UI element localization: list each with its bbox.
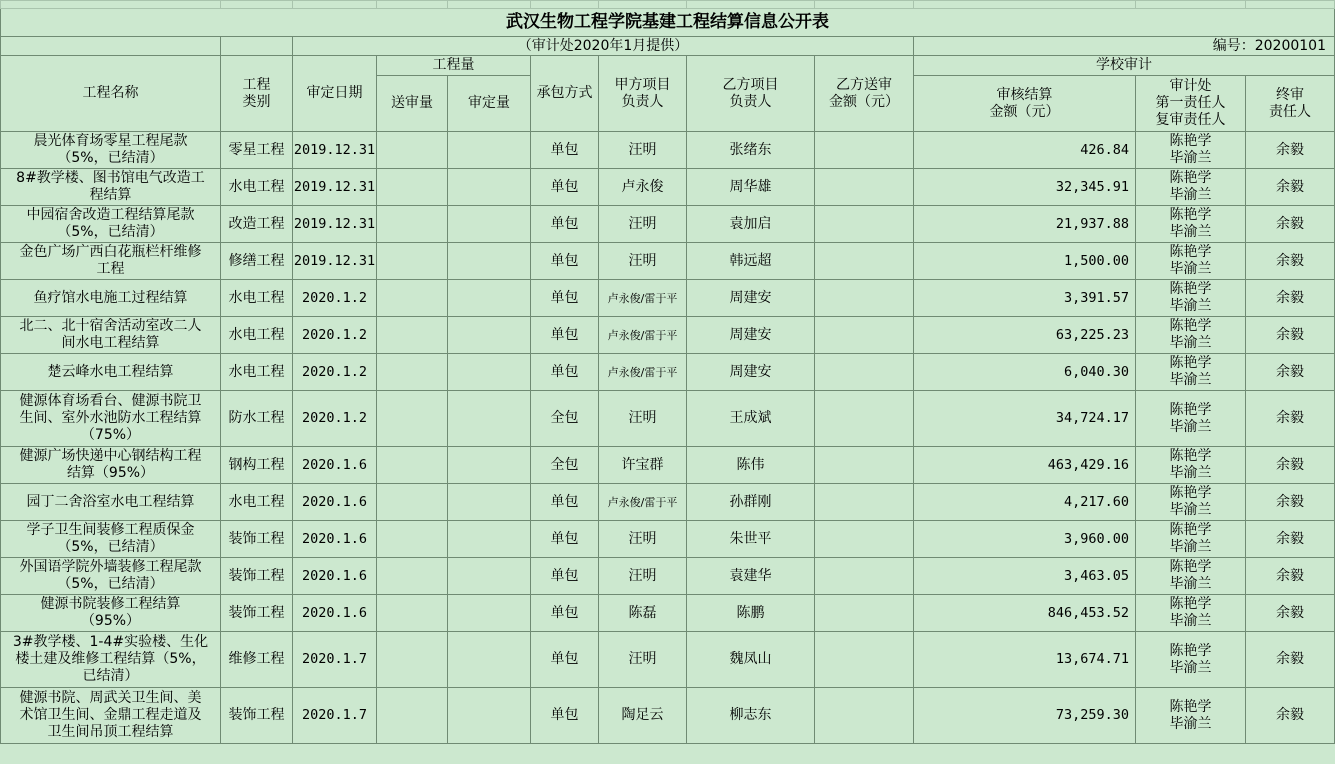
row-audit-amount[interactable]: 73,259.30 <box>914 688 1136 744</box>
row-audit-amount[interactable]: 34,724.17 <box>914 391 1136 447</box>
row-party-b-amount[interactable] <box>815 317 914 354</box>
row-contract[interactable]: 单包 <box>531 558 599 595</box>
row-final[interactable]: 余毅 <box>1246 558 1335 595</box>
row-approved[interactable] <box>448 447 531 484</box>
row-name[interactable]: 学子卫生间装修工程质保金 （5%，已结清） <box>1 521 221 558</box>
cell[interactable] <box>531 1 599 9</box>
row-type[interactable]: 装饰工程 <box>221 558 293 595</box>
header-name[interactable]: 工程名称 <box>1 56 221 132</box>
table-subtitle[interactable]: （审计处2020年1月提供） <box>293 37 914 56</box>
row-contract[interactable]: 单包 <box>531 688 599 744</box>
header-approved[interactable]: 审定量 <box>448 76 531 132</box>
row-audit-amount[interactable]: 3,960.00 <box>914 521 1136 558</box>
header-party-b[interactable]: 乙方项目 负责人 <box>687 56 815 132</box>
row-name[interactable]: 北二、北十宿舍活动室改二人 间水电工程结算 <box>1 317 221 354</box>
row-date[interactable]: 2020.1.6 <box>293 595 377 632</box>
cell[interactable] <box>221 37 293 56</box>
row-audit-amount[interactable]: 463,429.16 <box>914 447 1136 484</box>
row-party-b-amount[interactable] <box>815 280 914 317</box>
row-name[interactable]: 晨光体育场零星工程尾款 （5%，已结清） <box>1 132 221 169</box>
header-date[interactable]: 审定日期 <box>293 56 377 132</box>
blank-top-row <box>1 1 1335 9</box>
header-row-1 <box>1 56 1335 76</box>
row-name[interactable]: 鱼疗馆水电施工过程结算 <box>1 280 221 317</box>
row-submitted[interactable] <box>377 558 448 595</box>
row-date[interactable]: 2020.1.2 <box>293 280 377 317</box>
row-party-b[interactable]: 王成斌 <box>687 391 815 447</box>
row-party-a[interactable]: 汪明 <box>599 632 687 688</box>
row-contract[interactable]: 单包 <box>531 595 599 632</box>
row-party-a[interactable]: 汪明 <box>599 521 687 558</box>
row-final[interactable]: 余毅 <box>1246 632 1335 688</box>
row-audit-amount[interactable]: 13,674.71 <box>914 632 1136 688</box>
row-party-b[interactable]: 魏凤山 <box>687 632 815 688</box>
cell[interactable] <box>221 1 293 9</box>
row-audit-people[interactable]: 陈艳学 毕渝兰 <box>1136 558 1246 595</box>
row-audit-amount[interactable]: 3,391.57 <box>914 280 1136 317</box>
header-type[interactable]: 工程 类别 <box>221 56 293 132</box>
row-audit-people[interactable]: 陈艳学 毕渝兰 <box>1136 447 1246 484</box>
row-type[interactable]: 修缮工程 <box>221 243 293 280</box>
row-party-a[interactable]: 陈磊 <box>599 595 687 632</box>
row-date[interactable]: 2020.1.6 <box>293 484 377 521</box>
row-name[interactable]: 中园宿舍改造工程结算尾款 （5%，已结清） <box>1 206 221 243</box>
row-type[interactable]: 水电工程 <box>221 317 293 354</box>
row-party-b-amount[interactable] <box>815 447 914 484</box>
row-submitted[interactable] <box>377 132 448 169</box>
row-audit-amount[interactable]: 3,463.05 <box>914 558 1136 595</box>
row-approved[interactable] <box>448 558 531 595</box>
row-party-a[interactable]: 卢永俊/雷于平 <box>599 354 687 391</box>
row-party-b[interactable]: 孙群刚 <box>687 484 815 521</box>
row-approved[interactable] <box>448 243 531 280</box>
row-name[interactable]: 健源广场快递中心钢结构工程 结算（95%） <box>1 447 221 484</box>
row-audit-people[interactable]: 陈艳学 毕渝兰 <box>1136 521 1246 558</box>
row-name[interactable]: 8#教学楼、图书馆电气改造工 程结算 <box>1 169 221 206</box>
row-party-b-amount[interactable] <box>815 354 914 391</box>
row-date[interactable]: 2020.1.6 <box>293 447 377 484</box>
title-row <box>1 9 1335 37</box>
row-party-b-amount[interactable] <box>815 169 914 206</box>
row-contract[interactable]: 单包 <box>531 169 599 206</box>
row-audit-people[interactable]: 陈艳学 毕渝兰 <box>1136 317 1246 354</box>
row-date[interactable]: 2019.12.31 <box>293 132 377 169</box>
row-submitted[interactable] <box>377 688 448 744</box>
table-row <box>1 391 1335 447</box>
cell[interactable] <box>1246 1 1335 9</box>
table-row <box>1 688 1335 744</box>
cell[interactable] <box>914 1 1136 9</box>
row-contract[interactable]: 单包 <box>531 243 599 280</box>
row-date[interactable]: 2020.1.6 <box>293 558 377 595</box>
table-row <box>1 280 1335 317</box>
row-party-b-amount[interactable] <box>815 632 914 688</box>
row-date[interactable]: 2020.1.6 <box>293 521 377 558</box>
row-party-b[interactable]: 周建安 <box>687 354 815 391</box>
row-submitted[interactable] <box>377 280 448 317</box>
row-audit-amount[interactable]: 21,937.88 <box>914 206 1136 243</box>
row-final[interactable]: 余毅 <box>1246 447 1335 484</box>
table-row <box>1 558 1335 595</box>
row-final[interactable]: 余毅 <box>1246 243 1335 280</box>
header-party-a[interactable]: 甲方项目 负责人 <box>599 56 687 132</box>
row-approved[interactable] <box>448 169 531 206</box>
row-date[interactable]: 2020.1.2 <box>293 391 377 447</box>
row-approved[interactable] <box>448 521 531 558</box>
row-final[interactable]: 余毅 <box>1246 521 1335 558</box>
row-contract[interactable]: 单包 <box>531 521 599 558</box>
row-party-a[interactable]: 卢永俊 <box>599 169 687 206</box>
row-party-a[interactable]: 汪明 <box>599 391 687 447</box>
row-date[interactable]: 2020.1.7 <box>293 688 377 744</box>
table-row <box>1 632 1335 688</box>
row-type[interactable]: 装饰工程 <box>221 688 293 744</box>
table-row <box>1 521 1335 558</box>
row-approved[interactable] <box>448 688 531 744</box>
row-audit-amount[interactable]: 4,217.60 <box>914 484 1136 521</box>
row-type[interactable]: 改造工程 <box>221 206 293 243</box>
row-audit-people[interactable]: 陈艳学 毕渝兰 <box>1136 354 1246 391</box>
row-audit-amount[interactable]: 846,453.52 <box>914 595 1136 632</box>
row-approved[interactable] <box>448 632 531 688</box>
row-party-b-amount[interactable] <box>815 484 914 521</box>
row-name[interactable]: 健源书院装修工程结算 （95%） <box>1 595 221 632</box>
header-final[interactable]: 终审 责任人 <box>1246 76 1335 132</box>
row-audit-amount[interactable]: 6,040.30 <box>914 354 1136 391</box>
row-date[interactable]: 2020.1.7 <box>293 632 377 688</box>
subtitle-row <box>1 37 1335 56</box>
row-submitted[interactable] <box>377 595 448 632</box>
cell[interactable] <box>815 1 914 9</box>
row-audit-people[interactable]: 陈艳学 毕渝兰 <box>1136 632 1246 688</box>
cell[interactable] <box>687 1 815 9</box>
row-final[interactable]: 余毅 <box>1246 317 1335 354</box>
cell[interactable] <box>448 1 531 9</box>
row-party-b[interactable]: 韩远超 <box>687 243 815 280</box>
header-submitted[interactable]: 送审量 <box>377 76 448 132</box>
row-approved[interactable] <box>448 595 531 632</box>
row-approved[interactable] <box>448 132 531 169</box>
row-party-b-amount[interactable] <box>815 558 914 595</box>
row-contract[interactable]: 单包 <box>531 484 599 521</box>
row-party-b-amount[interactable] <box>815 243 914 280</box>
header-audit-amount[interactable]: 审核结算 金额（元） <box>914 76 1136 132</box>
row-party-a[interactable]: 卢永俊/雷于平 <box>599 484 687 521</box>
serial-number[interactable]: 编号：20200101 <box>914 37 1335 56</box>
row-party-b[interactable]: 柳志东 <box>687 688 815 744</box>
row-party-b[interactable]: 陈伟 <box>687 447 815 484</box>
row-audit-people[interactable]: 陈艳学 毕渝兰 <box>1136 169 1246 206</box>
row-submitted[interactable] <box>377 206 448 243</box>
header-school-audit[interactable]: 学校审计 <box>914 56 1335 76</box>
row-submitted[interactable] <box>377 447 448 484</box>
row-party-b-amount[interactable] <box>815 595 914 632</box>
row-party-a[interactable]: 汪明 <box>599 243 687 280</box>
header-party-b-amount[interactable]: 乙方送审 金额（元） <box>815 56 914 132</box>
row-name[interactable]: 3#教学楼、1-4#实验楼、生化 楼土建及维修工程结算（5%， 已结清） <box>1 632 221 688</box>
row-party-b-amount[interactable] <box>815 206 914 243</box>
table-row <box>1 169 1335 206</box>
row-submitted[interactable] <box>377 243 448 280</box>
row-party-b[interactable]: 张绪东 <box>687 132 815 169</box>
row-submitted[interactable] <box>377 354 448 391</box>
row-party-a[interactable]: 卢永俊/雷于平 <box>599 280 687 317</box>
row-submitted[interactable] <box>377 632 448 688</box>
row-final[interactable]: 余毅 <box>1246 169 1335 206</box>
row-type[interactable]: 防水工程 <box>221 391 293 447</box>
row-final[interactable]: 余毅 <box>1246 280 1335 317</box>
row-name[interactable]: 园丁二舍浴室水电工程结算 <box>1 484 221 521</box>
row-party-b-amount[interactable] <box>815 688 914 744</box>
row-party-b[interactable]: 周华雄 <box>687 169 815 206</box>
table-row <box>1 243 1335 280</box>
row-party-b[interactable]: 朱世平 <box>687 521 815 558</box>
row-date[interactable]: 2019.12.31 <box>293 206 377 243</box>
row-party-a[interactable]: 陶足云 <box>599 688 687 744</box>
row-contract[interactable]: 单包 <box>531 132 599 169</box>
row-contract[interactable]: 全包 <box>531 391 599 447</box>
row-party-b[interactable]: 周建安 <box>687 280 815 317</box>
row-final[interactable]: 余毅 <box>1246 484 1335 521</box>
table-row <box>1 447 1335 484</box>
row-audit-people[interactable]: 陈艳学 毕渝兰 <box>1136 484 1246 521</box>
row-party-a[interactable]: 许宝群 <box>599 447 687 484</box>
header-contract[interactable]: 承包方式 <box>531 56 599 132</box>
row-audit-people[interactable]: 陈艳学 毕渝兰 <box>1136 391 1246 447</box>
row-party-b-amount[interactable] <box>815 391 914 447</box>
row-approved[interactable] <box>448 484 531 521</box>
row-type[interactable]: 钢构工程 <box>221 447 293 484</box>
row-date[interactable]: 2020.1.2 <box>293 354 377 391</box>
row-date[interactable]: 2020.1.2 <box>293 317 377 354</box>
table-row <box>1 484 1335 521</box>
row-audit-people[interactable]: 陈艳学 毕渝兰 <box>1136 280 1246 317</box>
row-contract[interactable]: 单包 <box>531 354 599 391</box>
row-type[interactable]: 维修工程 <box>221 632 293 688</box>
row-approved[interactable] <box>448 354 531 391</box>
header-audit-first[interactable]: 审计处 第一责任人 复审责任人 <box>1136 76 1246 132</box>
row-submitted[interactable] <box>377 484 448 521</box>
row-type[interactable]: 装饰工程 <box>221 521 293 558</box>
row-party-a[interactable]: 汪明 <box>599 558 687 595</box>
row-party-b[interactable]: 袁加启 <box>687 206 815 243</box>
row-audit-people[interactable]: 陈艳学 毕渝兰 <box>1136 595 1246 632</box>
row-type[interactable]: 水电工程 <box>221 169 293 206</box>
row-type[interactable]: 水电工程 <box>221 280 293 317</box>
row-approved[interactable] <box>448 391 531 447</box>
row-audit-amount[interactable]: 63,225.23 <box>914 317 1136 354</box>
row-date[interactable]: 2019.12.31 <box>293 243 377 280</box>
row-type[interactable]: 水电工程 <box>221 354 293 391</box>
row-party-b[interactable]: 陈鹏 <box>687 595 815 632</box>
row-audit-people[interactable]: 陈艳学 毕渝兰 <box>1136 206 1246 243</box>
row-final[interactable]: 余毅 <box>1246 391 1335 447</box>
row-type[interactable]: 装饰工程 <box>221 595 293 632</box>
row-approved[interactable] <box>448 206 531 243</box>
row-approved[interactable] <box>448 317 531 354</box>
row-audit-people[interactable]: 陈艳学 毕渝兰 <box>1136 132 1246 169</box>
row-name[interactable]: 楚云峰水电工程结算 <box>1 354 221 391</box>
row-name[interactable]: 外国语学院外墙装修工程尾款 （5%，已结清） <box>1 558 221 595</box>
cell[interactable] <box>293 1 377 9</box>
table-row <box>1 595 1335 632</box>
row-contract[interactable]: 单包 <box>531 280 599 317</box>
header-quantity[interactable]: 工程量 <box>377 56 531 76</box>
row-final[interactable]: 余毅 <box>1246 354 1335 391</box>
row-audit-people[interactable]: 陈艳学 毕渝兰 <box>1136 243 1246 280</box>
row-contract[interactable]: 单包 <box>531 632 599 688</box>
row-name[interactable]: 健源书院、周武关卫生间、美 术馆卫生间、金鼎工程走道及 卫生间吊顶工程结算 <box>1 688 221 744</box>
row-party-a[interactable]: 汪明 <box>599 206 687 243</box>
row-name[interactable]: 金色广场广西白花瓶栏杆维修 工程 <box>1 243 221 280</box>
cell[interactable] <box>1136 1 1246 9</box>
row-party-a[interactable]: 卢永俊/雷于平 <box>599 317 687 354</box>
cell[interactable] <box>1 37 221 56</box>
row-party-b-amount[interactable] <box>815 521 914 558</box>
cell[interactable] <box>599 1 687 9</box>
row-type[interactable]: 水电工程 <box>221 484 293 521</box>
row-submitted[interactable] <box>377 521 448 558</box>
row-final[interactable]: 余毅 <box>1246 132 1335 169</box>
row-name[interactable]: 健源体育场看台、健源书院卫 生间、室外水池防水工程结算 （75%） <box>1 391 221 447</box>
row-final[interactable]: 余毅 <box>1246 595 1335 632</box>
row-final[interactable]: 余毅 <box>1246 688 1335 744</box>
row-contract[interactable]: 单包 <box>531 317 599 354</box>
row-contract[interactable]: 全包 <box>531 447 599 484</box>
row-audit-people[interactable]: 陈艳学 毕渝兰 <box>1136 688 1246 744</box>
table-row <box>1 206 1335 243</box>
cell[interactable] <box>377 1 448 9</box>
row-contract[interactable]: 单包 <box>531 206 599 243</box>
row-audit-amount[interactable]: 1,500.00 <box>914 243 1136 280</box>
row-party-a[interactable]: 汪明 <box>599 132 687 169</box>
row-final[interactable]: 余毅 <box>1246 206 1335 243</box>
table-title[interactable]: 武汉生物工程学院基建工程结算信息公开表 <box>1 9 1335 37</box>
row-submitted[interactable] <box>377 391 448 447</box>
row-party-b-amount[interactable] <box>815 132 914 169</box>
row-date[interactable]: 2019.12.31 <box>293 169 377 206</box>
row-audit-amount[interactable]: 32,345.91 <box>914 169 1136 206</box>
row-submitted[interactable] <box>377 169 448 206</box>
table-row <box>1 354 1335 391</box>
row-party-b[interactable]: 周建安 <box>687 317 815 354</box>
row-type[interactable]: 零星工程 <box>221 132 293 169</box>
row-submitted[interactable] <box>377 317 448 354</box>
row-approved[interactable] <box>448 280 531 317</box>
table-row <box>1 132 1335 169</box>
row-party-b[interactable]: 袁建华 <box>687 558 815 595</box>
row-audit-amount[interactable]: 426.84 <box>914 132 1136 169</box>
table-row <box>1 317 1335 354</box>
cell[interactable] <box>1 1 221 9</box>
